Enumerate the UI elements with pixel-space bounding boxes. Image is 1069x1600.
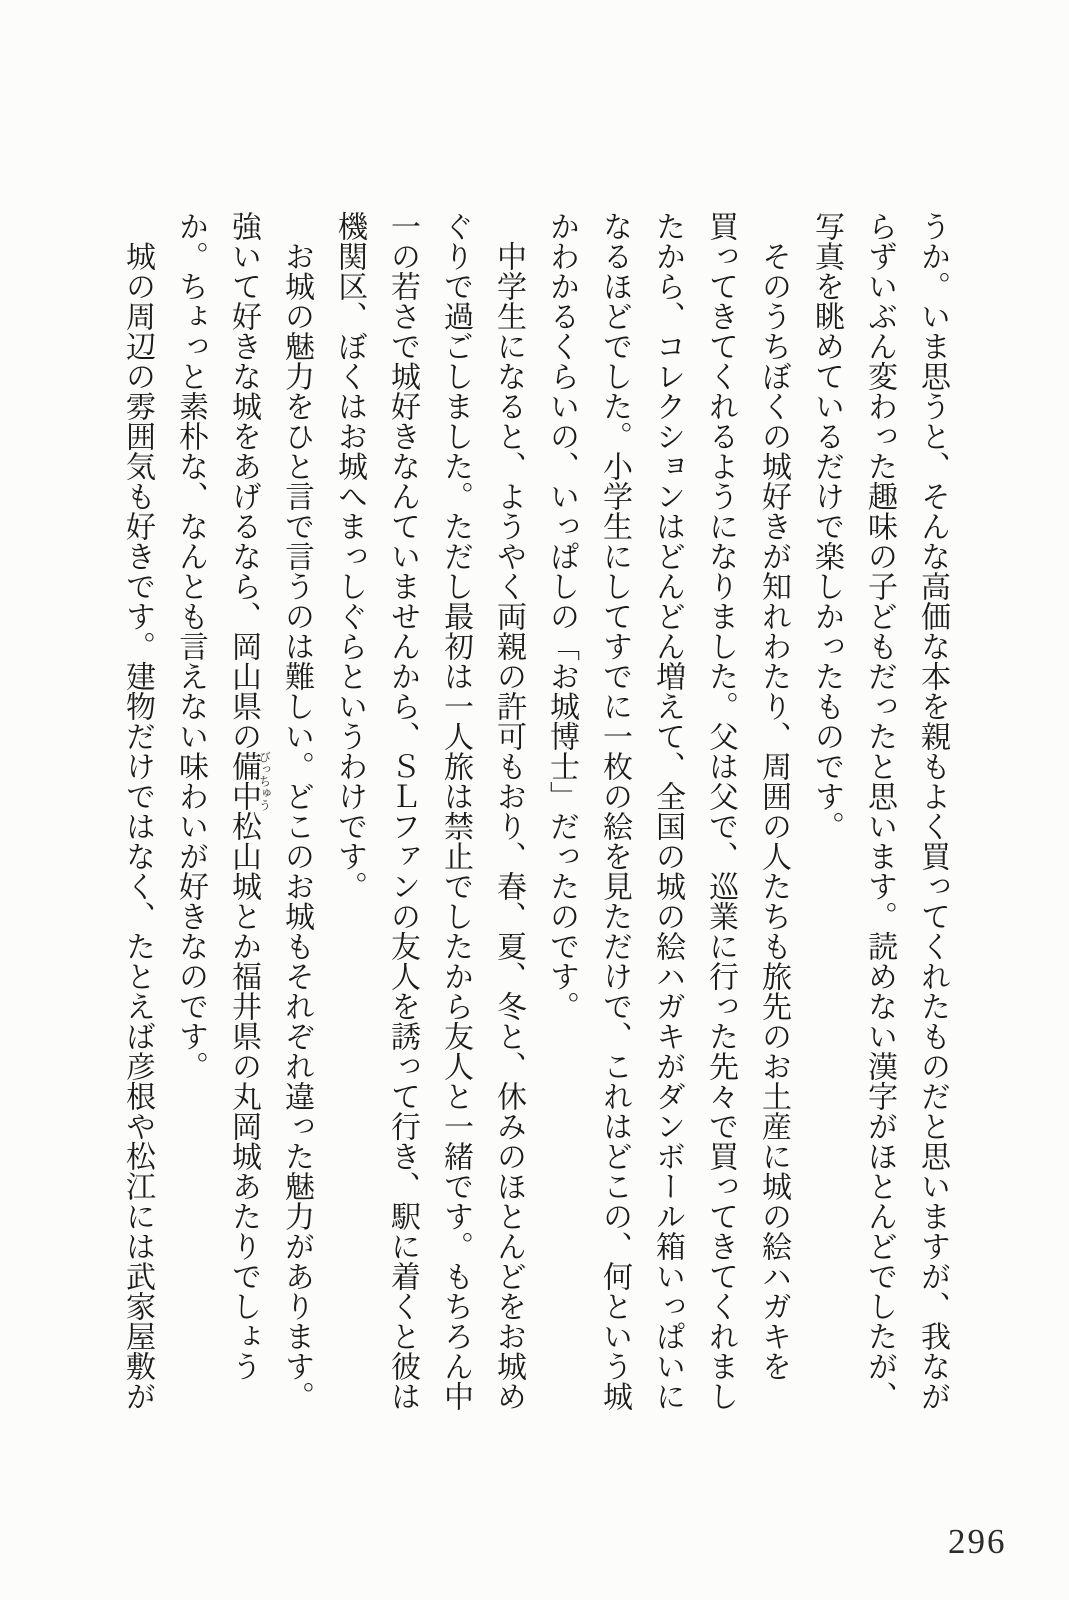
paragraph-4 (164, 211, 323, 1426)
paragraph-3 (323, 211, 535, 1426)
paragraph-1 (800, 211, 959, 1426)
paragraph-2 (535, 211, 800, 1426)
body-text (111, 211, 959, 1426)
paragraph-3-text: 中学生になると、ようやく両親の許可もおり、春、夏、冬と、休みのほとんどをお城めぐりで過ごしました。ただし最初は一人旅は禁止でしたから友人と一緒です。もちろん中一の若さで城好きなんていませんから、ＳＬファンの友人を誘って行き、駅に着くと彼は機関区、ぼくはお城へまっしぐらというわけです。 (333, 211, 525, 1411)
furigana-base: 備中 (227, 751, 260, 811)
paragraph-2-text: そのうちぼくの城好きが知れわたり、周囲の人たちも旅先のお土産に城の絵ハガキを買ってきてくれるようになりました。父は父で、巡業に行った先々で買ってきてくれましたから、コレクションはどんどん増えて、全国の城の絵ハガキがダンボール箱いっぱいになるほどでした。小学生にしてすでに一枚の絵を見ただけで、これはどこの、何という城かわかるくらいの、いっぱしの「お城博士」だったのです。 (545, 211, 790, 1411)
paragraph-5 (111, 211, 164, 1426)
paragraph-1-text: うか。いま思うと、そんな高価な本を親もよく買ってくれたものだと思いますが、我ながらずいぶん変わった趣味の子どもだったと思います。読めない漢字がほとんどでしたが、写真を眺めているだけで楽しかったものです。 (810, 211, 949, 1411)
page-number: 296 (948, 1522, 1007, 1561)
paragraph-4-text-lead: お城の魅力をひと言で言うのは難しい。どこのお城もそれぞれ違った魅力があります。強いて好きな城をあげるなら、岡山県の (227, 211, 313, 1411)
furigana-reading: びっちゅう (257, 751, 272, 811)
paragraph-4-text-tail: 松山城とか福井県の丸岡城あたりでしょうか。ちょっと素朴な、なんとも言えない味わいが好きなのです。 (174, 211, 260, 1381)
paragraph-5-text: 城の周辺の雰囲気も好きです。建物だけではなく、たとえば彦根や松江には武家屋敷が (121, 241, 154, 1411)
furigana-bitchu (227, 751, 272, 811)
